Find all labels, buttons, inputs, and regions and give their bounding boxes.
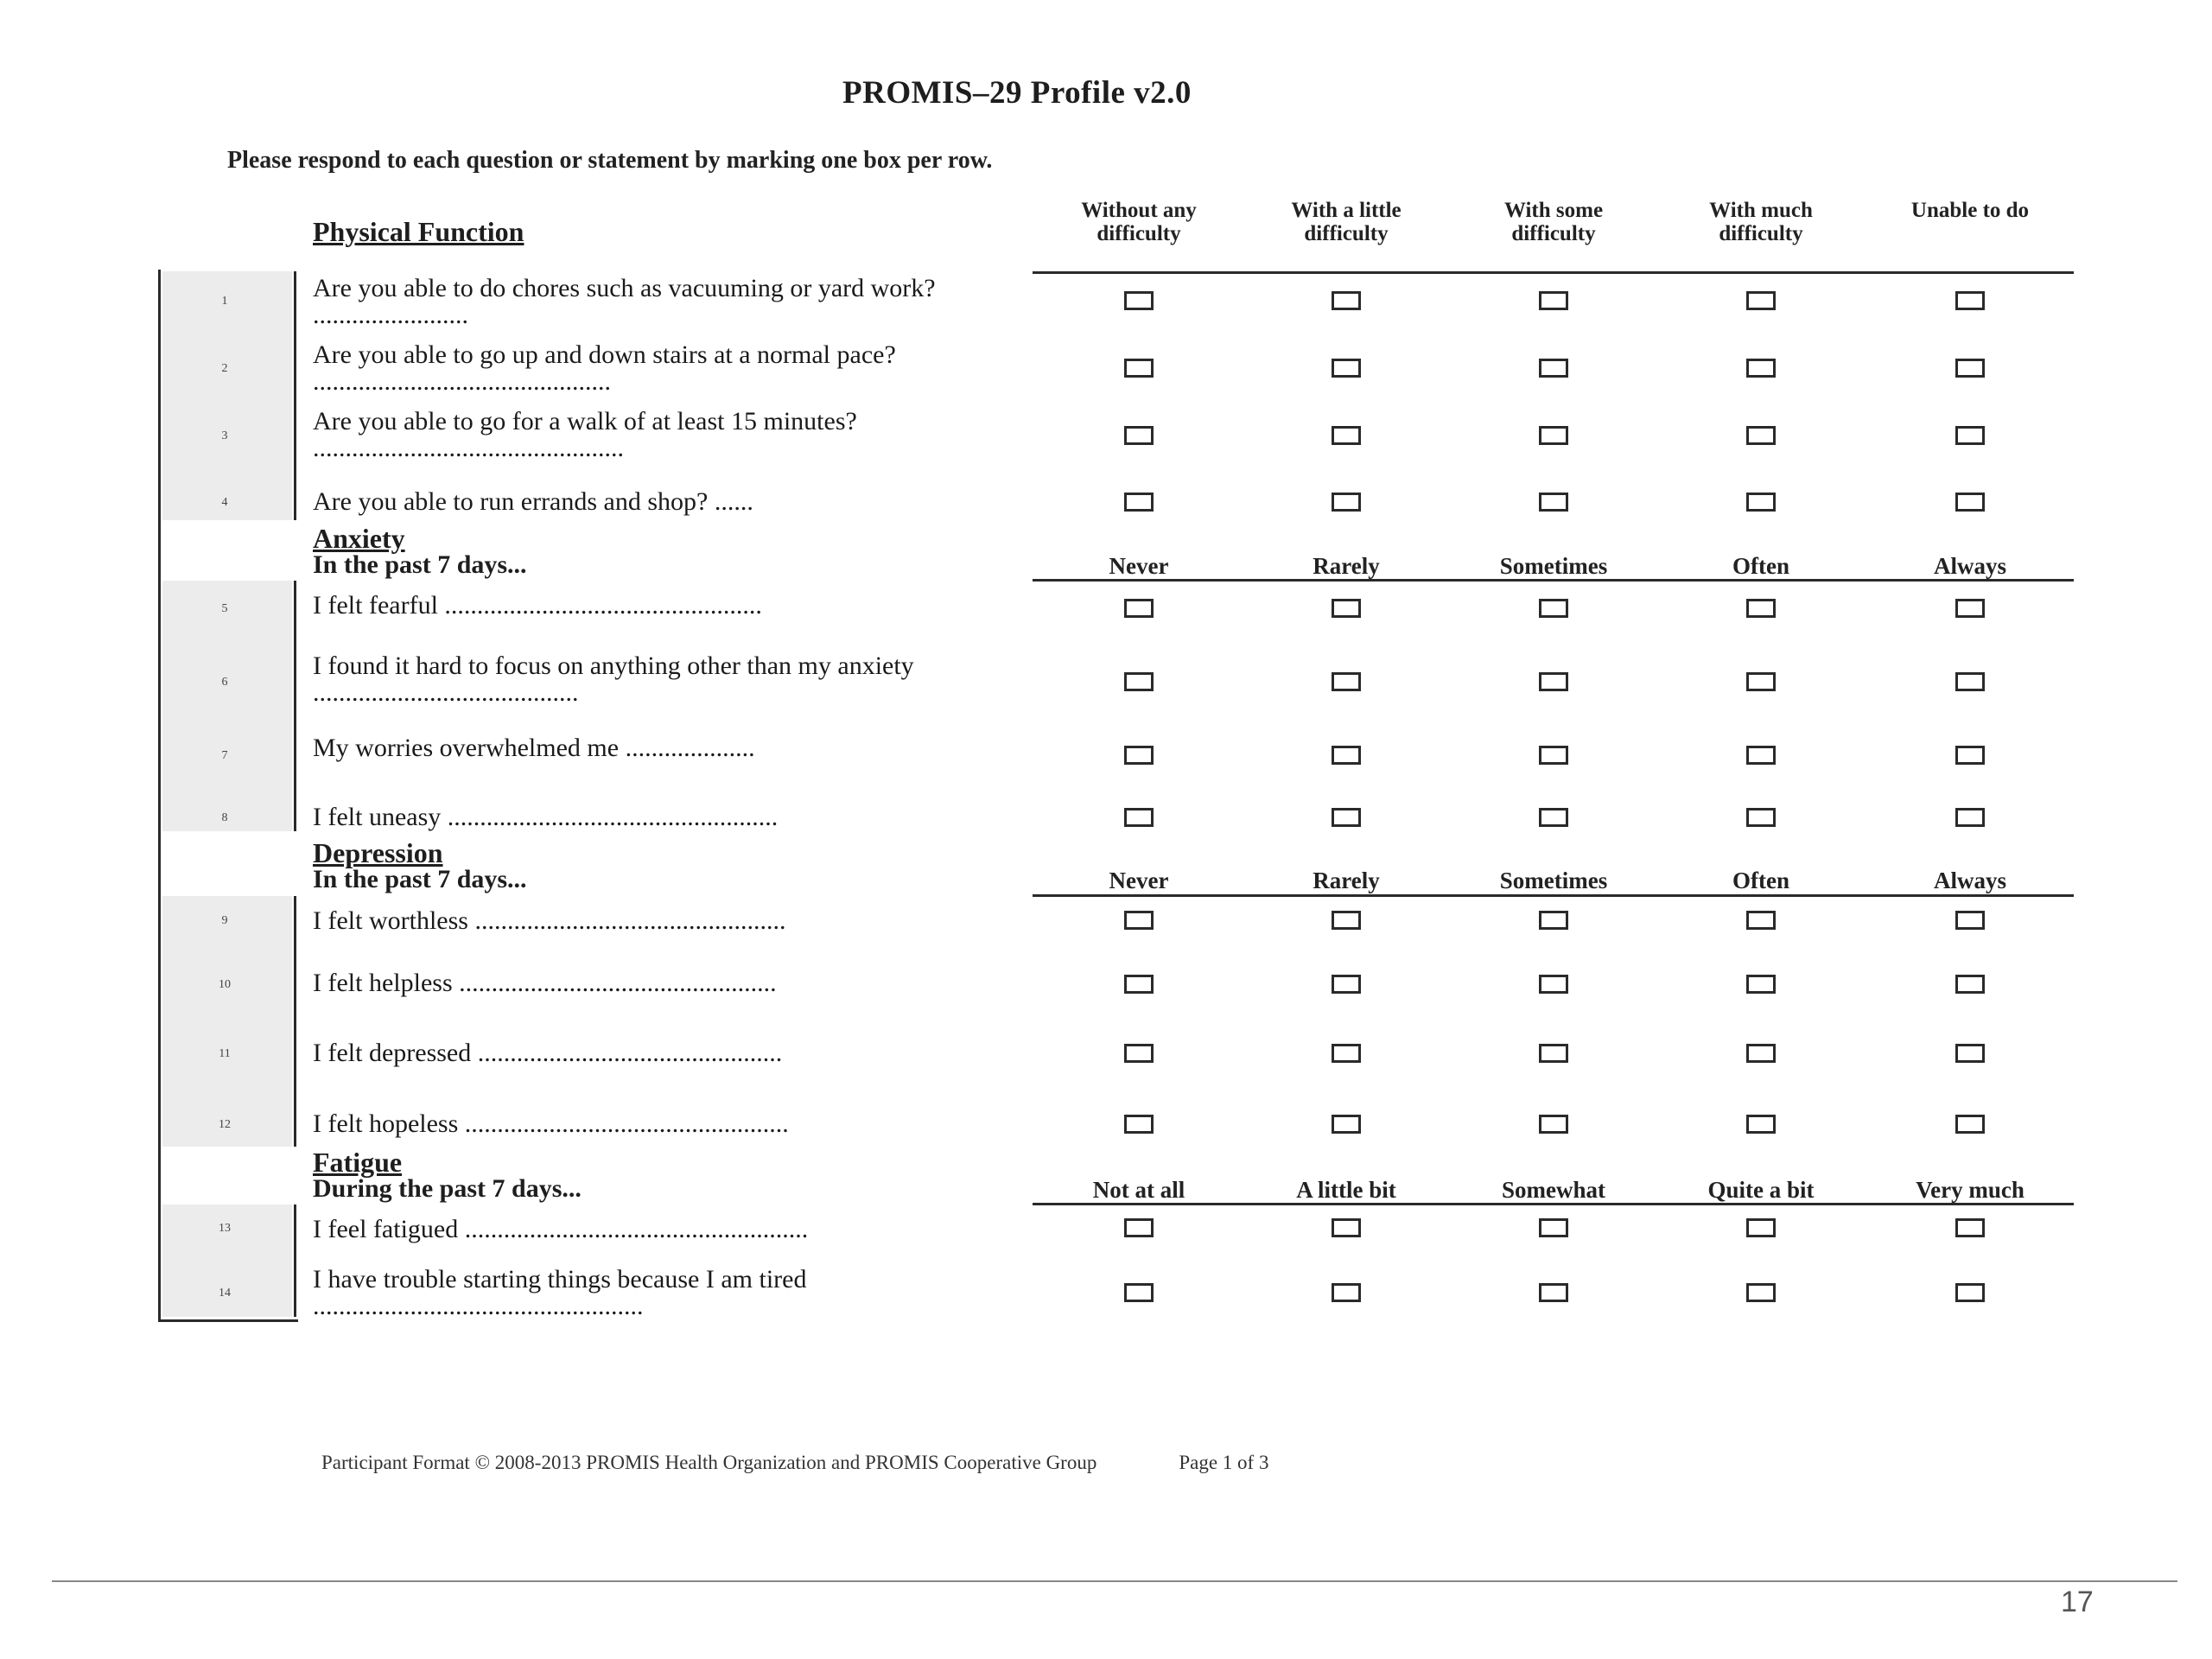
response-checkbox[interactable] [1332,975,1361,994]
response-checkbox[interactable] [1124,493,1154,512]
response-checkbox[interactable] [1332,808,1361,827]
response-checkbox[interactable] [1332,1044,1361,1063]
response-checkbox[interactable] [1539,672,1568,691]
section-subtitle: In the past 7 days... [313,550,527,579]
column-header-rule [1033,894,2074,897]
response-checkbox[interactable] [1746,1044,1776,1063]
section-title-fatigue: Fatigue [313,1147,403,1178]
question-number: 6 [221,676,228,689]
response-checkbox[interactable] [1332,1218,1361,1237]
response-checkbox[interactable] [1332,1283,1361,1302]
response-checkbox[interactable] [1332,291,1361,310]
section-bracket-line [294,271,296,520]
response-checkbox[interactable] [1124,975,1154,994]
column-header: Without any difficulty [1081,199,1197,245]
column-header: With a little difficulty [1291,199,1402,245]
section-bracket-line [294,581,296,831]
response-checkbox[interactable] [1746,975,1776,994]
response-checkbox[interactable] [1124,599,1154,618]
response-checkbox[interactable] [1955,911,1985,930]
column-header: Often [1732,553,1789,579]
response-checkbox[interactable] [1955,493,1985,512]
response-checkbox[interactable] [1332,1115,1361,1134]
column-header: Somewhat [1502,1177,1605,1203]
response-checkbox[interactable] [1746,493,1776,512]
question-text: I felt depressed ............................................... [313,1039,783,1067]
response-checkbox[interactable] [1955,672,1985,691]
column-header: Not at all [1092,1177,1185,1203]
response-checkbox[interactable] [1746,808,1776,827]
response-checkbox[interactable] [1332,359,1361,378]
response-checkbox[interactable] [1746,1115,1776,1134]
response-checkbox[interactable] [1539,808,1568,827]
response-checkbox[interactable] [1746,426,1776,445]
question-number: 14 [219,1287,231,1300]
section-margin-shade [162,896,292,1147]
question-number: 11 [219,1047,231,1060]
question-number: 7 [221,749,228,762]
response-checkbox[interactable] [1539,1218,1568,1237]
section-margin-shade [162,271,292,520]
question-text: I felt fearful ................................................. [313,591,762,620]
column-header: Unable to do [1910,199,2030,222]
section-subtitle: In the past 7 days... [313,865,527,893]
response-checkbox[interactable] [1124,291,1154,310]
column-header: Rarely [1313,868,1380,893]
response-checkbox[interactable] [1955,291,1985,310]
section-title-depression: Depression [313,837,443,868]
question-number: 1 [221,295,228,308]
section-bracket-line [294,1205,296,1317]
response-checkbox[interactable] [1955,1218,1985,1237]
column-header-rule [1033,579,2074,582]
response-checkbox[interactable] [1332,493,1361,512]
response-checkbox[interactable] [1746,911,1776,930]
column-header-rule [1033,271,2074,274]
response-checkbox[interactable] [1955,1044,1985,1063]
response-checkbox[interactable] [1539,291,1568,310]
response-checkbox[interactable] [1746,599,1776,618]
response-checkbox[interactable] [1332,426,1361,445]
response-checkbox[interactable] [1539,359,1568,378]
column-header: Never [1109,553,1169,579]
question-text: Are you able to do chores such as vacuuming or yard work? ........................ [313,274,936,329]
question-text: I felt helpless ................................................. [313,969,777,997]
column-header: Rarely [1313,553,1380,579]
column-header: Very much [1916,1177,2024,1203]
response-checkbox[interactable] [1746,1218,1776,1237]
form-title: PROMIS–29 Profile v2.0 [842,75,1192,111]
question-number: 3 [221,429,228,442]
column-header-rule [1033,1203,2074,1205]
response-checkbox[interactable] [1955,599,1985,618]
response-checkbox[interactable] [1124,1115,1154,1134]
response-checkbox[interactable] [1332,599,1361,618]
response-checkbox[interactable] [1539,599,1568,618]
margin-bracket-bottom [158,1319,298,1322]
footer-page-number: Page 1 of 3 [1179,1452,1269,1473]
response-checkbox[interactable] [1955,426,1985,445]
question-text: I feel fatigued ..................................................... [313,1215,809,1243]
response-checkbox[interactable] [1539,493,1568,512]
response-checkbox[interactable] [1539,911,1568,930]
response-checkbox[interactable] [1955,1283,1985,1302]
question-text: Are you able to go up and down stairs at a normal pace? .............................................. [313,340,896,396]
margin-bracket [158,270,161,1322]
question-text: I found it hard to focus on anything other than my anxiety ......................................... [313,652,914,707]
response-checkbox[interactable] [1332,746,1361,765]
question-number: 5 [221,602,228,615]
slide-number: 17 [2061,1586,2094,1618]
question-text: Are you able to go for a walk of at least 15 minutes? ................................................ [313,407,857,462]
response-checkbox[interactable] [1746,746,1776,765]
response-checkbox[interactable] [1539,1115,1568,1134]
response-checkbox[interactable] [1332,911,1361,930]
section-bracket-line [294,896,296,1147]
section-title-physical-function: Physical Function [313,216,524,247]
response-checkbox[interactable] [1124,1283,1154,1302]
response-checkbox[interactable] [1539,975,1568,994]
response-checkbox[interactable] [1539,1044,1568,1063]
question-text: Are you able to run errands and shop? ...... [313,487,753,516]
question-number: 8 [221,811,228,824]
response-checkbox[interactable] [1124,1218,1154,1237]
question-number: 10 [219,978,231,991]
response-checkbox[interactable] [1955,1115,1985,1134]
response-checkbox[interactable] [1124,359,1154,378]
column-header: With some difficulty [1503,199,1604,245]
response-checkbox[interactable] [1124,911,1154,930]
response-checkbox[interactable] [1124,426,1154,445]
response-checkbox[interactable] [1539,1283,1568,1302]
response-checkbox[interactable] [1539,746,1568,765]
footer-copyright: Participant Format © 2008-2013 PROMIS Health Organization and PROMIS Cooperative Group [321,1452,1097,1473]
column-header: Often [1732,868,1789,893]
question-text: My worries overwhelmed me .................... [313,734,755,762]
response-checkbox[interactable] [1955,808,1985,827]
response-checkbox[interactable] [1955,975,1985,994]
response-checkbox[interactable] [1746,1283,1776,1302]
column-header: Never [1109,868,1169,893]
column-header: With much difficulty [1709,199,1813,245]
question-number: 2 [221,362,228,375]
section-title-anxiety: Anxiety [313,523,405,554]
response-checkbox[interactable] [1124,746,1154,765]
column-header: Quite a bit [1707,1177,1815,1203]
column-header: A little bit [1296,1177,1396,1203]
response-checkbox[interactable] [1124,808,1154,827]
response-checkbox[interactable] [1332,672,1361,691]
question-text: I felt hopeless .................................................. [313,1109,789,1138]
question-text: I have trouble starting things because I am tired ................................................... [313,1265,807,1320]
question-text: I felt worthless ................................................ [313,906,786,935]
response-checkbox[interactable] [1124,1044,1154,1063]
column-header: Sometimes [1499,868,1608,893]
question-text: I felt uneasy ................................................... [313,803,779,831]
response-checkbox[interactable] [1746,672,1776,691]
question-number: 12 [219,1118,231,1131]
response-checkbox[interactable] [1746,291,1776,310]
form-instructions: Please respond to each question or statement by marking one box per row. [227,147,993,174]
slide-divider [52,1580,2177,1582]
section-margin-shade [162,581,292,831]
column-header: Always [1933,868,2006,893]
question-number: 4 [221,496,228,509]
response-checkbox[interactable] [1539,426,1568,445]
column-header: Sometimes [1499,553,1608,579]
question-number: 9 [221,914,228,927]
question-number: 13 [219,1222,231,1235]
response-checkbox[interactable] [1124,672,1154,691]
response-checkbox[interactable] [1955,746,1985,765]
form-footer [321,1452,1268,1474]
response-checkbox[interactable] [1746,359,1776,378]
section-subtitle: During the past 7 days... [313,1174,582,1203]
column-header: Always [1933,553,2006,579]
response-checkbox[interactable] [1955,359,1985,378]
